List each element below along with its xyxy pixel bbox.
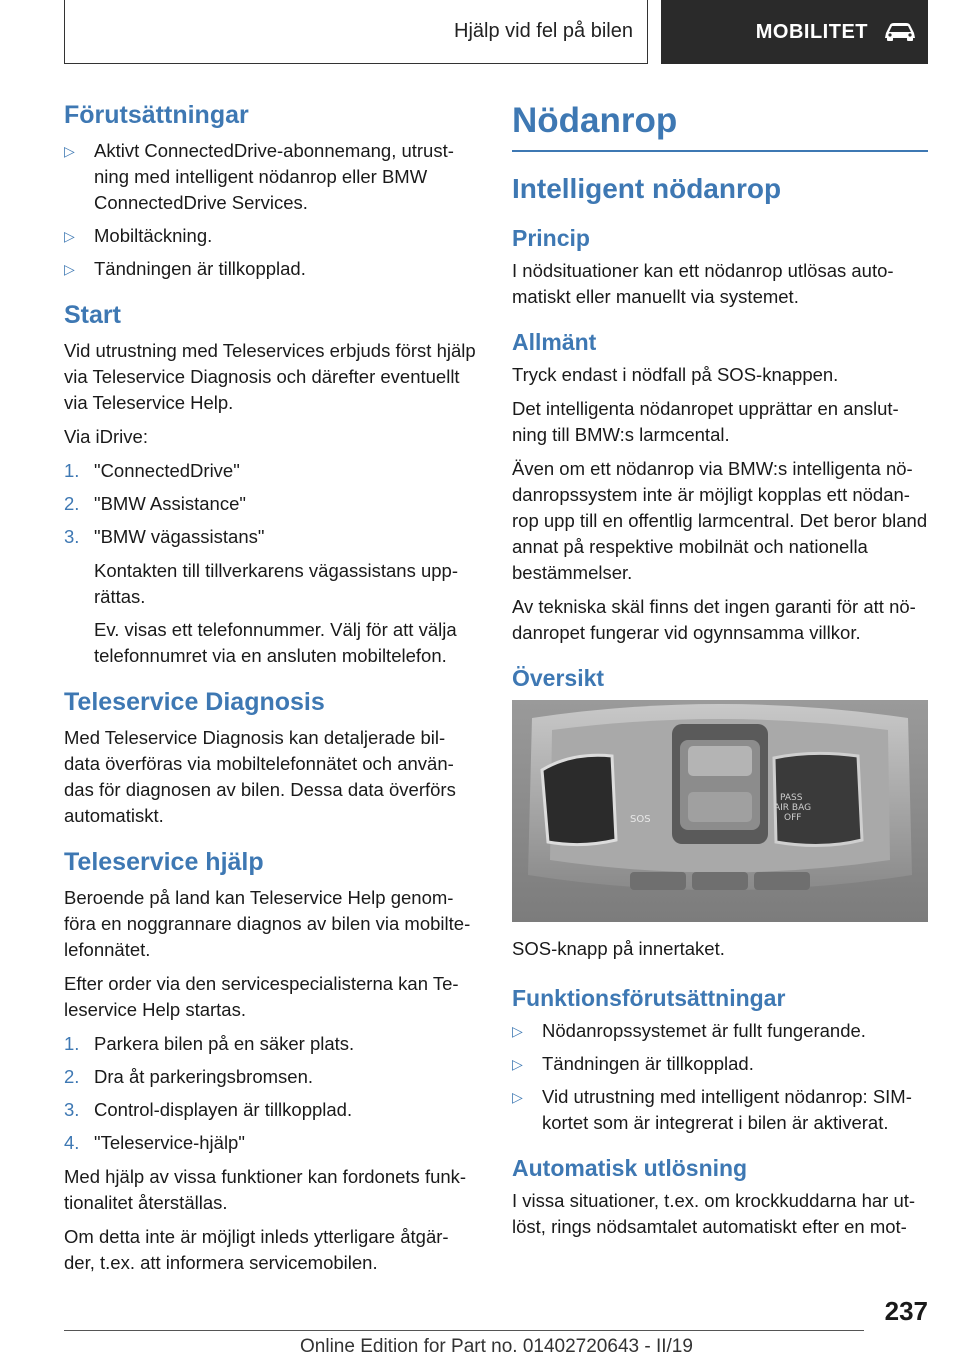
heading-prerequisites: Förutsättningar [64, 101, 249, 129]
list-item: 2. Dra åt parkeringsbromsen. [64, 1066, 314, 1087]
prereq-list [64, 138, 476, 282]
help-steps [64, 1031, 476, 1156]
chapter-tab [661, 0, 928, 64]
heading-princip: Princip [512, 225, 590, 251]
list-item: ▷ Tändningen är tillkopplad. [64, 256, 476, 282]
triangle-bullet-icon: ▷ [512, 1023, 523, 1039]
diagnosis-paragraph: Med Teleservice Diagnosis kan detaljerade bil-data överföras via mobiltelefonnätet och använ-das för diagnosen av bilen. Dessa data överförs automatiskt. [64, 727, 456, 826]
heading-teleservice-help: Teleservice hjälp [64, 848, 264, 876]
off-label: OFF [784, 813, 802, 823]
heading-oversikt: Översikt [512, 665, 605, 691]
heading-teleservice-diagnosis: Teleservice Diagnosis [64, 688, 325, 716]
edition-footer: Online Edition for Part no. 01402720643 - II/19 [300, 1336, 693, 1357]
left-column [64, 100, 476, 1284]
step-detail: Kontakten till tillverkarens vägassistans upp-rättas. [94, 560, 459, 607]
list-item: ▷ Nödanropssystemet är fullt fungerande. [512, 1018, 928, 1044]
allmant-paragraph: Även om ett nödanrop via BMW:s intelligenta nö-danropssystem inte är möjligt kopplas ett nödan-rop upp till en offentlig larmcentral. Det beror bland annat på respektive mobilnät och nationella bestämmelser. [512, 458, 928, 583]
allmant-paragraph: Det intelligenta nödanropet upprättar en anslut-ning till BMW:s larmcental. [512, 398, 899, 445]
list-item: 1. "ConnectedDrive" [64, 460, 240, 481]
idrive-steps [64, 458, 476, 550]
allmant-paragraph: Tryck endast i nödfall på SOS-knappen. [512, 364, 839, 385]
airbag-label: AIR BAG [774, 803, 812, 813]
idrive-paragraph: Via iDrive: [64, 426, 148, 447]
section-title: Hjälp vid fel på bilen [64, 0, 648, 64]
sos-button-photo [512, 700, 928, 922]
footer-divider [64, 1330, 864, 1331]
photo-caption: SOS-knapp på innertaket. [512, 938, 725, 959]
triangle-bullet-icon: ▷ [64, 228, 75, 244]
page-header [64, 0, 928, 64]
triangle-bullet-icon: ▷ [64, 261, 75, 277]
list-item: ▷ Tändningen är tillkopplad. [512, 1051, 928, 1077]
list-item: ▷ Mobiltäckning. [64, 223, 476, 249]
sos-label: SOS [630, 814, 651, 825]
list-item: ▷ Aktivt ConnectedDrive-abonnemang, utrust-ning med intelligent nödanrop eller BMW ConnectedDrive Services. [64, 140, 454, 213]
chapter-heading: Nödanrop [512, 98, 928, 152]
page-number: 237 [884, 1296, 928, 1326]
list-item: 3. "BMW vägassistans" [64, 526, 265, 547]
heading-allmant: Allmänt [512, 329, 597, 355]
help-paragraph: Beroende på land kan Teleservice Help genom-föra en noggrannare diagnos av bilen via mobilte-lefonnätet. [64, 887, 471, 960]
funk-list [512, 1018, 928, 1136]
list-item: 4. "Teleservice-hjälp" [64, 1132, 245, 1153]
car-icon [882, 21, 918, 43]
triangle-bullet-icon: ▷ [512, 1089, 523, 1105]
list-item: ▷ Vid utrustning med intelligent nödanrop: SIM-kortet som är integrerat i bilen är aktiverat. [512, 1086, 912, 1133]
start-paragraph: Vid utrustning med Teleservices erbjuds först hjälp via Teleservice Diagnosis och därefter eventuellt via Teleservice Help. [64, 340, 476, 413]
pass-label: PASS [780, 793, 803, 803]
help-paragraph: Om detta inte är möjligt inleds ytterligare åtgär-der, t.ex. att informera servicemobilen. [64, 1226, 449, 1273]
allmant-paragraph: Av tekniska skäl finns det ingen garanti för att nö-danropet fungerar vid ogynnsamma villkor. [512, 596, 916, 643]
triangle-bullet-icon: ▷ [64, 143, 75, 159]
help-paragraph: Med hjälp av vissa funktioner kan fordonets funk-tionalitet återställas. [64, 1166, 467, 1213]
triangle-bullet-icon: ▷ [512, 1056, 523, 1072]
chapter-title: MOBILITET [755, 20, 868, 43]
auto-paragraph: I vissa situationer, t.ex. om krockkuddarna har ut-löst, rings nödsamtalet automatiskt efter en mot- [512, 1190, 916, 1237]
step-detail: Ev. visas ett telefonnummer. Välj för att välja telefonnumret via en ansluten mobiltelefon. [94, 619, 457, 666]
heading-start: Start [64, 301, 121, 329]
princip-paragraph: I nödsituationer kan ett nödanrop utlösas auto-matiskt eller manuellt via systemet. [512, 260, 894, 307]
list-item: 2. "BMW Assistance" [64, 493, 246, 514]
heading-funktionsforutsattningar: Funktionsförutsättningar [512, 985, 786, 1011]
section-heading: Intelligent nödanrop [512, 173, 782, 204]
heading-automatisk-utlosning: Automatisk utlösning [512, 1155, 748, 1181]
right-column [512, 98, 928, 1248]
help-paragraph: Efter order via den servicespecialisterna kan Te-leservice Help startas. [64, 973, 459, 1020]
list-item: 1. Parkera bilen på en säker plats. [64, 1033, 355, 1054]
list-item: 3. Control-displayen är tillkopplad. [64, 1099, 353, 1120]
